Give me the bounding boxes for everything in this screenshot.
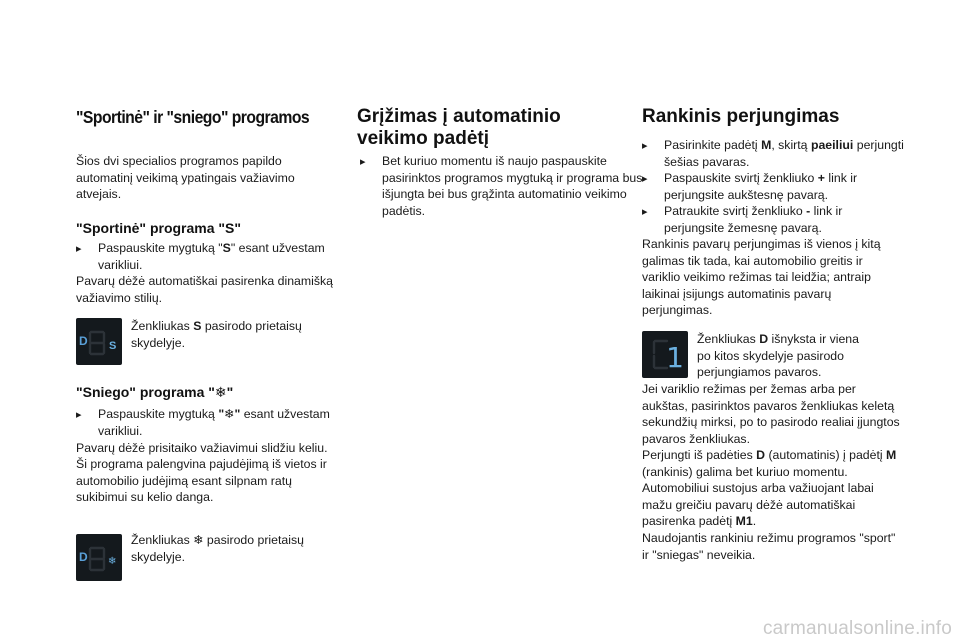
gear-display-icon [642,331,688,378]
sport-display-mode: S [109,340,117,352]
snow-bullet: ▸ Paspauskite mygtuką "❄" esant užvestam varikliui. [76,407,330,438]
bullet-arrow-icon: ▸ [642,173,648,185]
section-title-manual: Rankinis perjungimas [642,106,840,127]
snow-display-panel [76,534,122,581]
manual-rpm-warning: Jei variklio režimas per žemas arba per aukštas, pasirinktos pavaros ženkliukas keletą sekundžių mirksi, po to pasirodo realiai įjungtos pavaros ženkliukas. [642,382,900,446]
manual-stop-info: Automobiliui sustojus arba važiuojant labai mažu greičiu pavarų dėžė automatiškai pasirenka padėtį M1. [642,481,874,529]
sport-description: Pavarų dėžė automatiškai pasirenka dinamišką važiavimo stilių. [76,274,334,305]
section-title-return-auto: Grįžimas į automatinio veikimo padėtį [357,106,561,149]
bullet-arrow-icon: ▸ [642,140,648,152]
sport-display-icon [76,318,122,365]
manual-description: Rankinis pavarų perjungimas iš vienos į kitą galimas tik tada, kai automobilio greitis ir variklio veikimo režimas tai leidžia; antraip laikinai įsijungs automatinis pavarų perjungimas. [642,237,881,318]
snow-display-letter: D [79,550,88,564]
snow-program-heading: "Sniego" programa "❄" [76,384,234,400]
sport-bullet: ▸ Paspauskite mygtuką "S" esant užvestam varikliui. [76,241,325,272]
segment-digit-icon [90,548,104,570]
snow-display-mode: ❄ [108,556,117,567]
manual-programs-note: Naudojantis rankiniu režimu programos "sport" ir "sniegas" neveikia. [642,531,896,562]
segment-digit-icon [90,332,104,354]
sport-display-panel [76,318,122,365]
watermark: carmanualsonline.info [762,618,952,640]
manual-bullet-3: ▸ Patraukite svirtį ženkliuko - link ir perjungsite žemesnę pavarą. [642,204,843,235]
gear-display-value: 1 [666,341,684,374]
sport-caption: Ženkliukas S pasirodo prietaisų skydelyje. [131,319,302,350]
section-title-programs: "Sportinė" ir "sniego" programos [76,107,310,127]
snow-caption: Ženkliukas ❄ pasirodo prietaisų skydelyje. [131,533,304,564]
segment-digit-icon [654,341,667,368]
snow-description-2: Ši programa palengvina pajudėjimą iš vietos ir automobilio judėjimą esant silpnam ratų sukibimui su kelio danga. [76,457,327,505]
manual-switch-info: Perjungti iš padėties D (automatinis) į padėtį M (rankinis) galima bet kuriuo momentu. [642,448,897,479]
intro-paragraph: Šios dvi specialios programos papildo automatinį veikimą ypatingais važiavimo atvejais. [76,154,295,202]
manual-display-panel [642,331,688,378]
manual-bullet-2: ▸ Paspauskite svirtį ženkliuko + link ir perjungsite aukštesnę pavarą. [642,171,858,202]
manual-caption: Ženkliukas D išnyksta ir viena po kitos skydelyje pasirodo perjungiamos pavaros. [697,332,859,380]
snow-description-1: Pavarų dėžė prisitaiko važiavimui slidžiu keliu. [76,441,328,455]
manual-bullet-1: ▸ Pasirinkite padėtį M, skirtą paeiliui perjungti šešias pavaras. [642,138,904,169]
snow-display-icon [76,534,122,581]
return-auto-bullet: ▸ Bet kuriuo momentu iš naujo paspauskite pasirinktos programos mygtuką ir programa bus išjungta bei bus grąžinta automatinio veikimo padėtis. [360,154,643,218]
bullet-arrow-icon: ▸ [642,206,648,218]
bullet-arrow-icon: ▸ [76,243,82,255]
bullet-arrow-icon: ▸ [360,156,366,168]
sport-display-letter: D [79,334,88,348]
bullet-arrow-icon: ▸ [76,409,82,421]
sport-program-heading: "Sportinė" programa "S" [76,220,242,236]
